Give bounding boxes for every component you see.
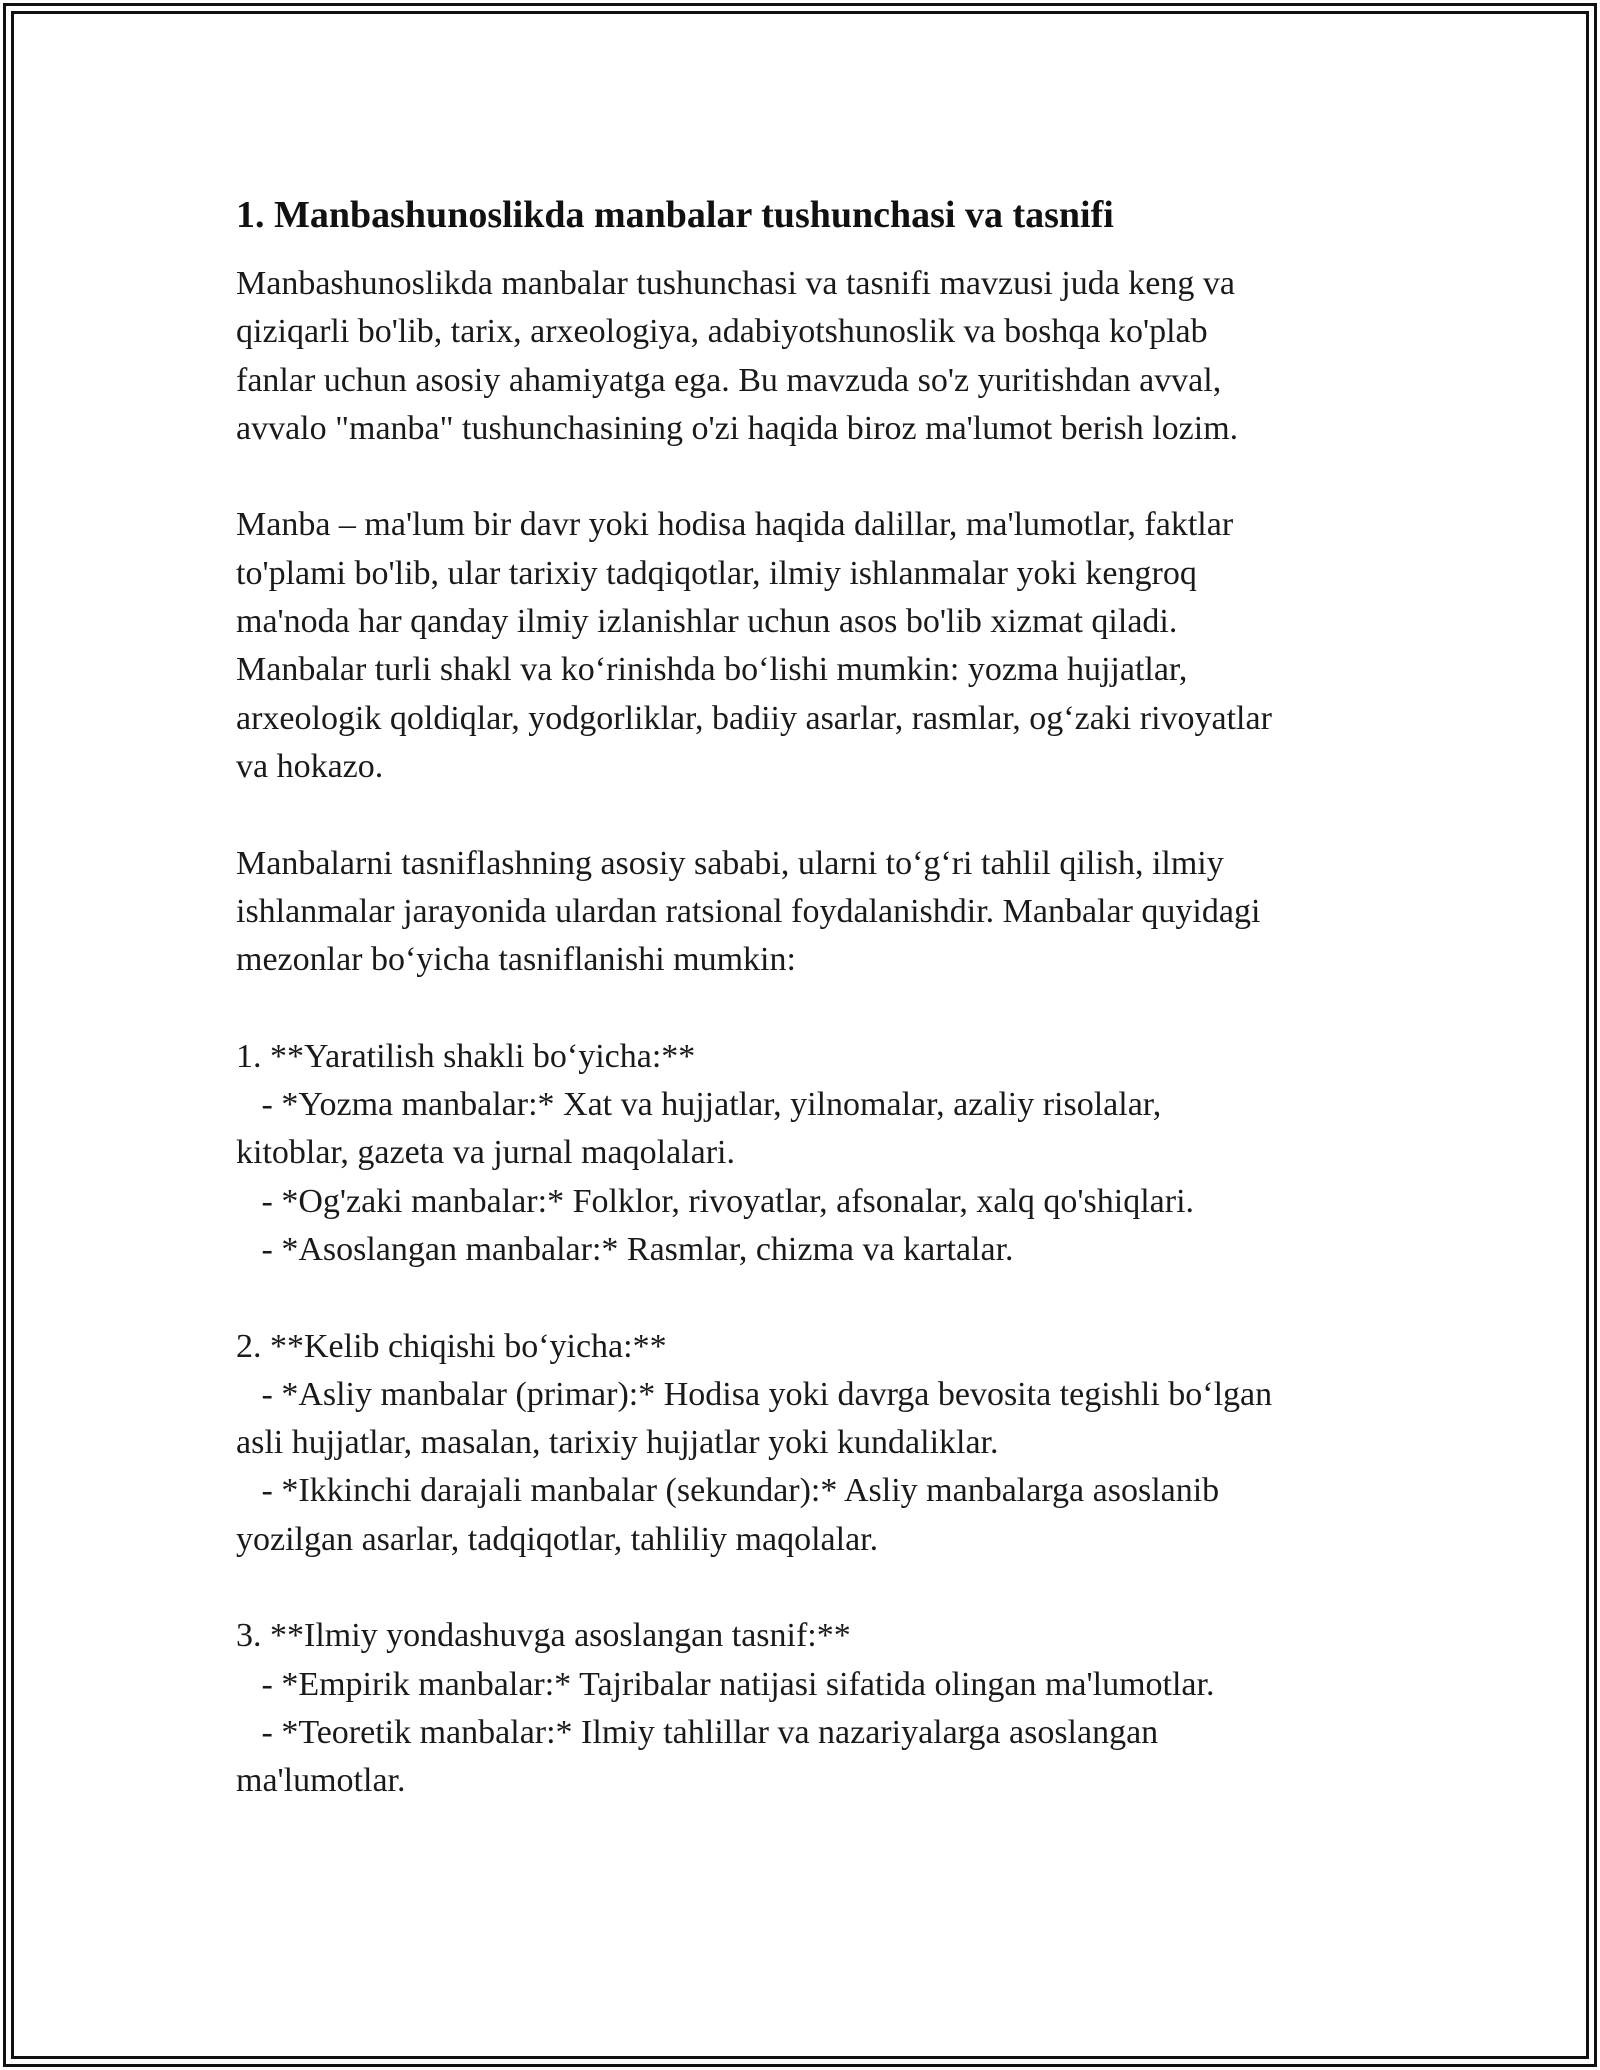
text-line: Manba – ma'lum bir davr yoki hodisa haqida dalillar, ma'lumotlar, faktlar xyxy=(236,506,1234,544)
blank-line xyxy=(236,1274,1376,1322)
text-line: arxeologik qoldiqlar, yodgorliklar, badiiy asarlar, rasmlar, og‘zaki rivoyatlar xyxy=(236,699,1272,737)
text-line: va hokazo. xyxy=(236,747,384,785)
text-line: 1. **Yaratilish shakli bo‘yicha:** xyxy=(236,1037,696,1075)
text-line: 3. **Ilmiy yondashuvga asoslangan tasnif:** xyxy=(236,1617,851,1655)
text-line: mezonlar bo‘yicha tasniflanishi mumkin: xyxy=(236,941,796,979)
text-line: yozilgan asarlar, tadqiqotlar, tahliliy maqolalar. xyxy=(236,1520,879,1558)
text-line: avvalo "manba" tushunchasining o'zi haqida biroz ma'lumot berish lozim. xyxy=(236,409,1239,447)
text-line: qiziqarli bo'lib, tarix, arxeologiya, adabiyotshunoslik va boshqa ko'plab xyxy=(236,313,1208,351)
text-line: - *Ikkinchi darajali manbalar (sekundar):* Asliy manbalarga asoslanib xyxy=(236,1472,1220,1510)
text-line: - *Empirik manbalar:* Tajribalar natijasi sifatida olingan ma'lumotlar. xyxy=(236,1665,1215,1703)
text-line: fanlar uchun asosiy ahamiyatga ega. Bu mavzuda so'z yuritishdan avval, xyxy=(236,361,1222,399)
text-line: Manbalar turli shakl va ko‘rinishda bo‘lishi mumkin: yozma hujjatlar, xyxy=(236,651,1188,689)
text-line: kitoblar, gazeta va jurnal maqolalari. xyxy=(236,1134,735,1172)
text-line: to'plami bo'lib, ular tarixiy tadqiqotlar, ilmiy ishlanmalar yoki kengroq xyxy=(236,554,1197,592)
text-line: - *Teoretik manbalar:* Ilmiy tahlillar va nazariyalarga asoslangan xyxy=(236,1713,1159,1751)
text-line: asli hujjatlar, masalan, tarixiy hujjatlar yoki kundaliklar. xyxy=(236,1424,999,1462)
document-title: 1. Manbashunoslikda manbalar tushunchasi va tasnifi xyxy=(236,194,1114,236)
text-line: ma'lumotlar. xyxy=(236,1762,406,1800)
text-line: - *Yozma manbalar:* Xat va hujjatlar, yilnomalar, azaliy risolalar, xyxy=(236,1086,1162,1124)
text-line: Manbalarni tasniflashning asosiy sababi, ularni to‘g‘ri tahlil qilish, ilmiy xyxy=(236,844,1224,882)
document-body xyxy=(236,260,1376,1806)
blank-line xyxy=(236,791,1376,839)
text-line: - *Asliy manbalar (primar):* Hodisa yoki davrga bevosita tegishli bo‘lgan xyxy=(236,1375,1273,1413)
text-line: ishlanmalar jarayonida ulardan ratsional foydalanishdir. Manbalar quyidagi xyxy=(236,892,1261,930)
document-page xyxy=(236,190,1376,1806)
text-line: - *Asoslangan manbalar:* Rasmlar, chizma va kartalar. xyxy=(236,1230,1014,1268)
blank-line xyxy=(236,453,1376,501)
blank-line xyxy=(236,1564,1376,1612)
text-line: ma'noda har qanday ilmiy izlanishlar uchun asos bo'lib xizmat qiladi. xyxy=(236,603,1178,641)
text-line: Manbashunoslikda manbalar tushunchasi va tasnifi mavzusi juda keng va xyxy=(236,265,1235,302)
text-line: - *Og'zaki manbalar:* Folklor, rivoyatlar, afsonalar, xalq qo'shiqlari. xyxy=(236,1182,1195,1220)
blank-line xyxy=(236,984,1376,1032)
text-line: 2. **Kelib chiqishi bo‘yicha:** xyxy=(236,1327,667,1365)
